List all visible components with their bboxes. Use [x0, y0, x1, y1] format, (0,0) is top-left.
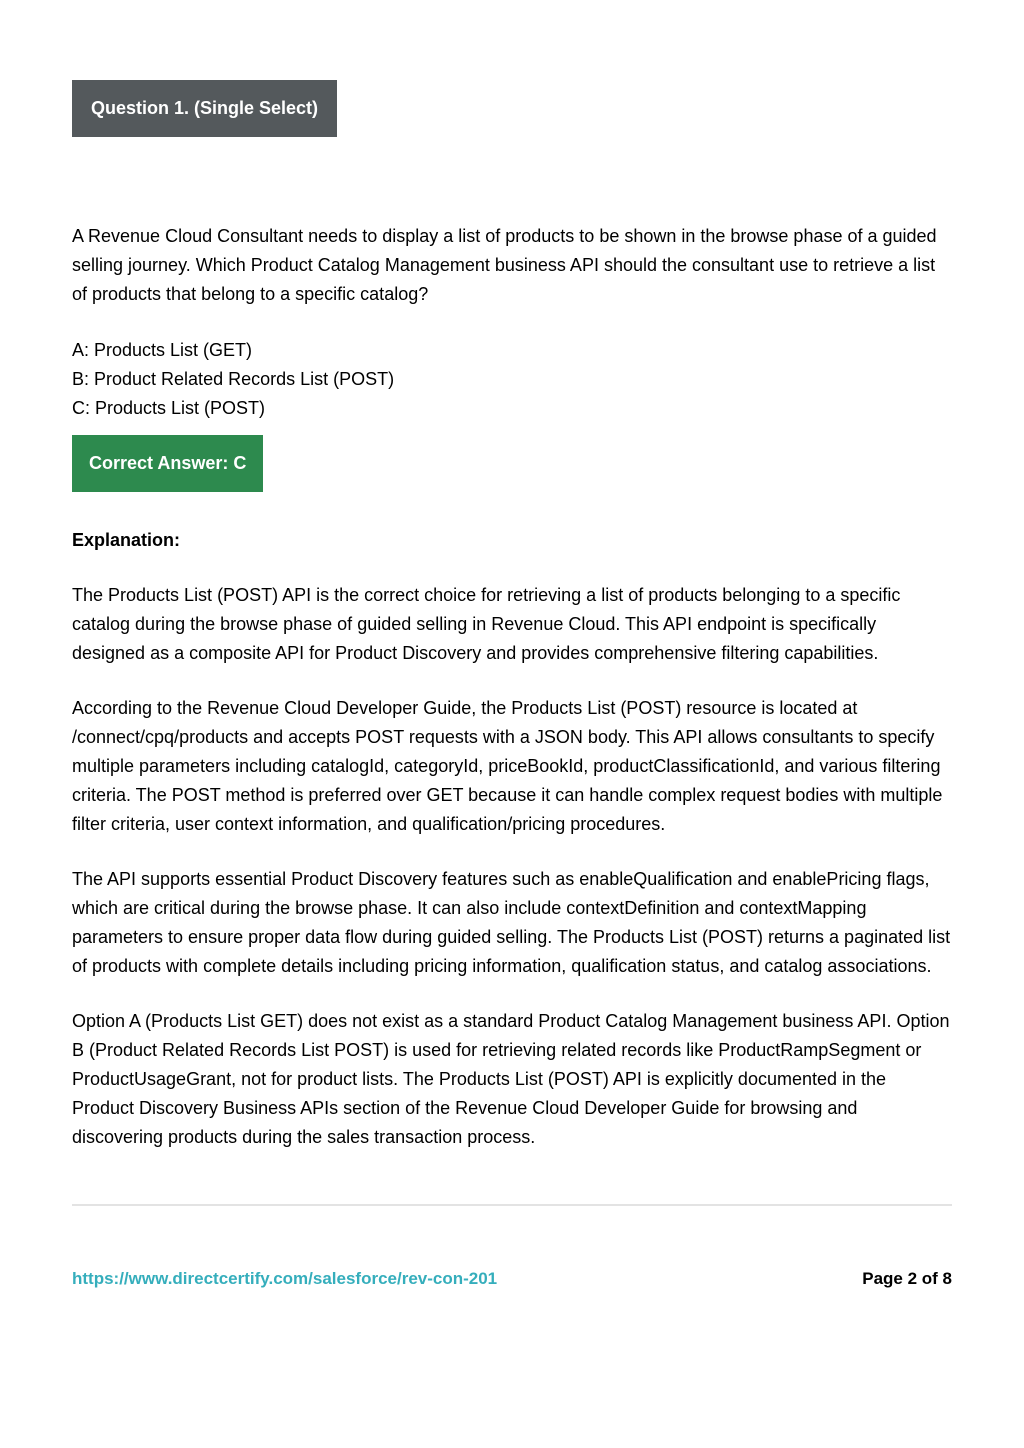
option-a: A: Products List (GET) — [72, 340, 253, 360]
question-badge: Question 1. (Single Select) — [72, 80, 337, 137]
explanation-paragraph-3: The API supports essential Product Discovery features such as enableQualification and enablePricing flags, which are critical during the browse phase. It can also include contextDefinition and contextMapping parameters to ensure proper data flow during guided selling. The Products List (POST) returns a paginated list of products with complete details including pricing information, qualification status, and catalog associations. — [72, 869, 951, 976]
explanation-paragraph-2: According to the Revenue Cloud Developer Guide, the Products List (POST) resource is located at /connect/cpq/products and accepts POST requests with a JSON body. This API allows consultants to specify multiple parameters including catalogId, categoryId, priceBookId, productClassificationId, and various filtering criteria. The POST method is preferred over GET because it can handle complex request bodies with multiple filter criteria, user context information, and qualification/pricing procedures. — [72, 698, 943, 834]
page-indicator: Page 2 of 8 — [862, 1269, 952, 1288]
options-list — [72, 336, 952, 423]
correct-answer-badge: Correct Answer: C — [72, 435, 263, 492]
option-c: C: Products List (POST) — [72, 398, 266, 418]
page-footer — [72, 1264, 952, 1293]
footer-link[interactable]: https://www.directcertify.com/salesforce/rev-con-201 — [72, 1269, 498, 1288]
explanation-paragraph-4: Option A (Products List GET) does not exist as a standard Product Catalog Management business API. Option B (Product Related Records List POST) is used for retrieving related records like ProductRampSegment or ProductUsageGrant, not for product lists. The Products List (POST) API is explicitly documented in the Product Discovery Business APIs section of the Revenue Cloud Developer Guide for browsing and discovering products during the sales transaction process. — [72, 1011, 950, 1147]
option-b: B: Product Related Records List (POST) — [72, 369, 395, 389]
footer-divider — [72, 1204, 952, 1206]
explanation-heading: Explanation: — [72, 530, 181, 550]
question-text: A Revenue Cloud Consultant needs to display a list of products to be shown in the browse phase of a guided selling journey. Which Product Catalog Management business API should the consultant use to retrieve a list of products that belong to a specific catalog? — [72, 226, 937, 304]
explanation-paragraph-1: The Products List (POST) API is the correct choice for retrieving a list of products belonging to a specific catalog during the browse phase of guided selling in Revenue Cloud. This API endpoint is specifically designed as a composite API for Product Discovery and provides comprehensive filtering capabilities. — [72, 585, 901, 663]
